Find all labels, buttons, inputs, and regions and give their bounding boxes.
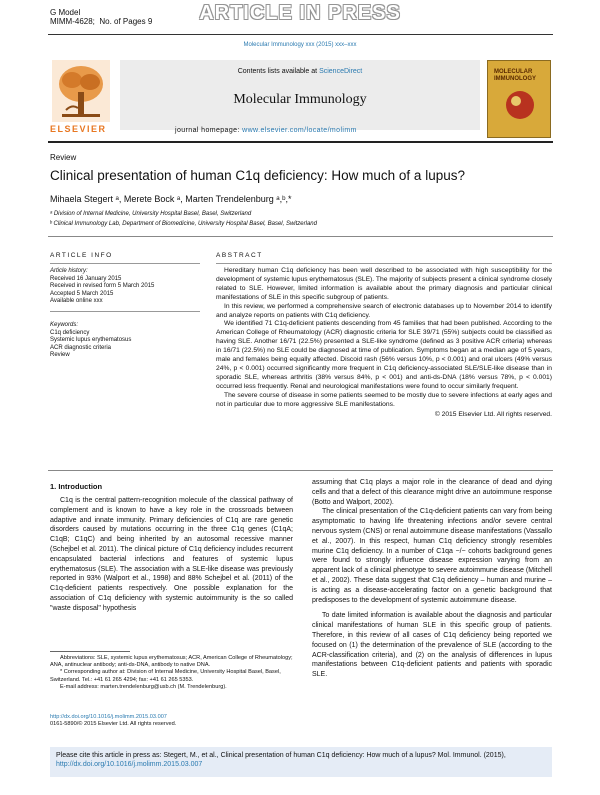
abstract-label: ABSTRACT (216, 252, 263, 259)
keywords-label: Keywords: (50, 322, 79, 328)
history-item: Received in revised form 5 March 2015 (50, 283, 155, 289)
doi-link[interactable]: http://dx.doi.org/10.1016/j.molimm.2015.03.007 (50, 714, 167, 720)
article-info-rule (50, 263, 200, 264)
article-title: Clinical presentation of human C1q deficiency: How much of a lupus? (50, 168, 465, 183)
footnote-rule (50, 651, 130, 652)
article-type: Review (50, 153, 77, 162)
citation-text: Please cite this article in press as: Stegert, M., et al., Clinical presentation of human C1q deficiency: How much of a lupus? Mol. Immunol. (2015), (56, 752, 506, 759)
abstract-body (216, 267, 552, 419)
abstract-rule (216, 263, 552, 264)
abbreviations-footnote: Abbreviations: SLE, systemic lupus erythematosus; ACR, American College of Rheumatology; ANA, antinuclear antibody; anti-ds-DNA, antibody to native DNA. (50, 655, 293, 669)
affiliation-a: ᵃ Division of Internal Medicine, University Hospital Basel, Basel, Switzerland (50, 211, 252, 217)
intro-paragraph: To date limited information is available about the diagnosis and particular clinical manifestations of human SLE in this specific group of patients. Therefore, in this review of all cases of C1q deficiency being reported we focused on (1) the determination of the prevalence of SLE (according to the ACR-classification criteria), and (2) on the analysis of differences in lupus manifestations between C1q-deficient patients and patients with sporadic SLE. (312, 612, 552, 679)
homepage-url[interactable]: www.elsevier.com/locate/molimm (242, 127, 357, 134)
journal-reference[interactable]: Molecular Immunology xxx (2015) xxx–xxx (243, 42, 357, 48)
article-info-label: ARTICLE INFO (50, 252, 113, 259)
doi-block (50, 714, 350, 728)
cover-title: MOLECULAR IMMUNOLOGY (494, 69, 536, 82)
history-item: Accepted 5 March 2015 (50, 290, 114, 297)
history-item: Received 16 January 2015 (50, 275, 122, 282)
elsevier-tree-logo (52, 60, 110, 122)
intro-left-column (50, 496, 293, 614)
abstract-bottom-rule (48, 470, 553, 471)
affiliation-b: ᵇ Clinical Immunology Lab, Department of Biomedicine, University Hospital Basel, Basel, Switzerland (50, 221, 317, 227)
article-in-press-banner: ARTICLE IN PRESS (199, 2, 401, 24)
contents-line (120, 68, 480, 75)
citation-doi-link[interactable]: http://dx.doi.org/10.1016/j.molimm.2015.03.007 (56, 761, 203, 768)
abstract-paragraph: The severe course of disease in some patients seemed to be mostly due to severe infections at early ages and not in particular due to more aggressive SLE manifestations. (216, 391, 552, 408)
homepage-label: journal homepage: (175, 127, 243, 134)
sciencedirect-link[interactable]: ScienceDirect (319, 68, 363, 75)
manuscript-id: MIMM-4628; (50, 17, 95, 26)
author-list: Mihaela Stegert ᵃ, Merete Bock ᵃ, Marten Trendelenburg ᵃ,ᵇ,* (50, 194, 292, 204)
corresponding-footnote: * Corresponding author at: Division of Internal Medicine, University Hospital Basel, Basel, Switzerland. Tel.: +41 61 265 4294; fax: +41 61 265 5353. (50, 669, 281, 683)
homepage-line (175, 127, 357, 134)
intro-paragraph: C1q is the central pattern-recognition molecule of the classical pathway of complement and is known to have a key role in the crossroads between adaptive and innate immunity. Primary deficiencies of C1q are rare genetic disorders caused by mutations occurring in the three C1q genes (C1qA; C1qB; C1qC) and being inherited by an autosomal recessive manner (Schejbel et al. 2011). The clinical picture of C1q deficiency includes recurrent encapsulated bacterial infections and features of systemic lupus erythematosus (SLE). The association with a SLE-like disease was previously reported in 93% (Walport et al., 1998) and 88% Schejbel et al. (2011) of the C1q-deficient patients respectively. One possible explanation for the association of C1q deficiency with systemic autoimmunity is the so called "waste disposal" hypothesis (50, 497, 293, 612)
gmodel-label: G Model (50, 8, 81, 17)
abstract-paragraph: Hereditary human C1q deficiency has been well described to be associated with high susceptibility for the development of systemic lupus erythematosus (SLE). The majority of subjects present a clinical syndrome closely related to SLE. However, limited information is available about the primary diagnosis and particular clinical manifestations of SLE in this specific subgroup of patients. (216, 267, 552, 301)
keywords-rule (50, 311, 200, 312)
journal-cover (487, 60, 551, 138)
email-footnote: E-mail address: marten.trendelenburg@usb.ch (M. Trendelenburg). (60, 683, 227, 690)
intro-right-column (312, 478, 552, 680)
keyword-item: Systemic lupus erythematosus (50, 337, 132, 343)
footnotes (50, 655, 293, 691)
masthead-rule (48, 141, 553, 143)
journal-title: Molecular Immunology (233, 92, 367, 107)
keywords (50, 322, 200, 360)
copyright: © 2015 Elsevier Ltd. All rights reserved. (434, 410, 552, 418)
contents-prefix: Contents lists available at (237, 68, 320, 75)
elsevier-wordmark: ELSEVIER (50, 124, 107, 134)
keyword-item: Review (50, 352, 70, 358)
abstract-paragraph: We identified 71 C1q-deficient patients descending from 45 families that had been published. According to the American College of Rheumatology (ACR) diagnostic criteria for SLE 39/71 (55%) subjects could be classified as having SLE. Another 16/71 (22.5%) presented a SLE-like syndrome (defined as 3 positive ACR criteria) whereas in 16/71 (22.5%) no SLE could be diagnosed at time of publication. Symptoms began at a median age of 5 years, male and females being equally affected. Discoid rash (56% versus 10%, p < 0.001) and oral ulcers (49% versus 24%, p < 0.001) occurred significantly more frequent in C1q deficiency-associated SLE/SLE-like disease than in sporadic SLE, whereas arthritis (38% versus 84%, p < 001) and anti-ds-DNA (18% versus 78%, p < 0.001) occurred less frequently. Renal and neurological manifestations were found to occur similarly frequent. (216, 320, 552, 390)
intro-paragraph: The clinical presentation of the C1q-deficient patients can vary from being asymptomatic to having life threatening infections and/or severe central nervous system (CNS) or renal autoimmune disease manifestations (Vassallo et al., 2007). In this respect, human C1q deficiency strongly resembles murine C1q deficiency. In a number of C1qa −/− cohorts background genes were found to strongly influence disease expression varying from an apparent lack of a clinical phenotype to severe autoimmune disease (Mitchell et al., 2002). These data suggest that C1q deficiency – human and murine – is acting as a disease-accelerating factor on a genetic background that predisposes to the development of systemic autoimmune disease. (312, 508, 552, 604)
keyword-item: ACR diagnostic criteria (50, 344, 112, 351)
history-item: Available online xxx (50, 298, 103, 304)
article-history (50, 268, 200, 306)
keyword-item: C1q deficiency (50, 329, 90, 336)
page-count: No. of Pages 9 (99, 17, 153, 26)
history-label: Article history: (50, 268, 88, 274)
section-heading: 1. Introduction (50, 482, 103, 491)
citation-box (50, 747, 552, 777)
title-rule (48, 236, 553, 237)
issn-line: 0161-5890/© 2015 Elsevier Ltd. All rights reserved. (50, 721, 177, 728)
header-rule (48, 34, 553, 35)
intro-paragraph: assuming that C1q plays a major role in the clearance of dead and dying cells and that a defect of this clearance might drive an autoimmune response (Botto and Walport, 2002). (312, 479, 552, 506)
abstract-paragraph: In this review, we performed a comprehensive search of electronic databases up to November 2014 to identify and analyze reports on patients with C1q deficiency. (216, 302, 552, 319)
